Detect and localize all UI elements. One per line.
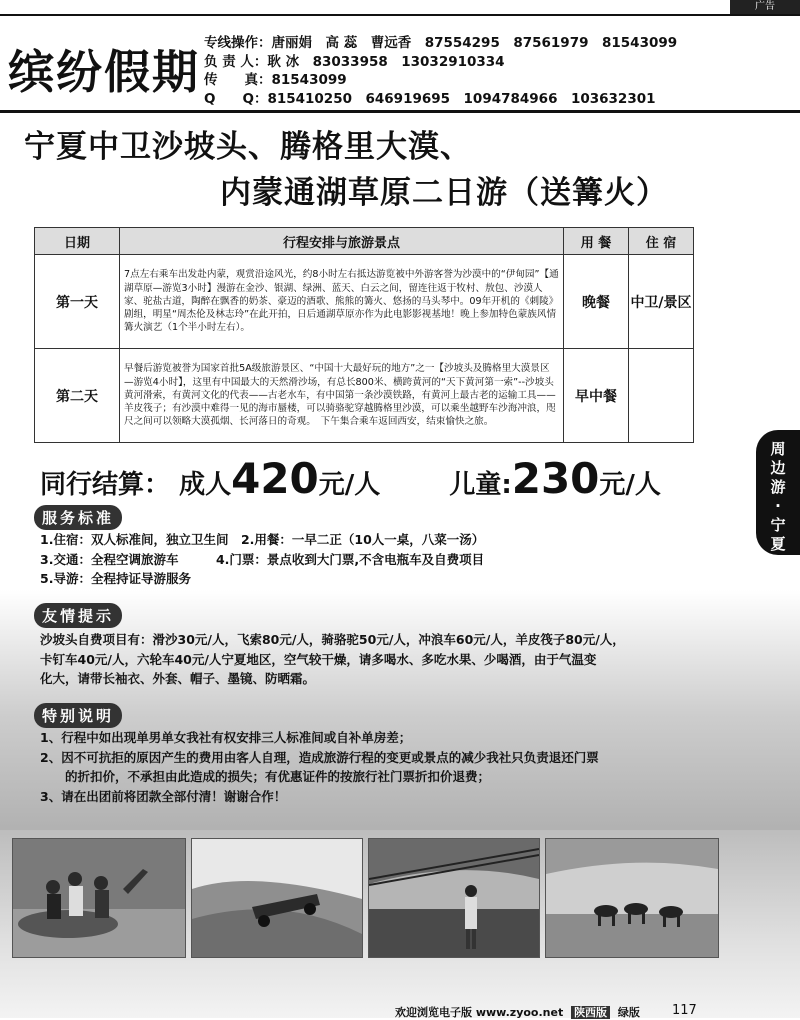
notes-line: 1、行程中如出现单男单女我社有权安排三人标准间或自补单房差；: [40, 730, 412, 745]
side-tab-char: 周: [770, 440, 786, 458]
special-notes-text: [40, 728, 599, 806]
service-line: 3.交通：全程空调旅游车 4.门票：景点收到大门票,不含电瓶车及自费项目: [40, 551, 485, 567]
edition-badge: 陕西版: [571, 1006, 610, 1019]
friendly-tips-header: 友情提示: [34, 603, 122, 628]
top-rule: [0, 14, 800, 16]
notes-line: 2、因不可抗拒的原因产生的费用由客人自理，造成旅游行程的变更或景点的减少我社只负责退还门票: [40, 749, 599, 765]
friendly-tips-text: [40, 630, 625, 689]
contact-block: [204, 34, 677, 108]
header-rule: [0, 110, 800, 113]
tips-line: 化大，请带长袖衣、外套、帽子、墨镜、防晒霜。: [40, 671, 316, 686]
special-notes-header: 特别说明: [34, 703, 122, 728]
table-header-row: [35, 228, 694, 255]
contact-line-qq: Q Q：815410250 646919695 1094784966 103632301: [204, 90, 656, 107]
footer-website: 欢迎浏览电子版 www.zyoo.net: [395, 1006, 564, 1019]
child-price: 230: [511, 454, 600, 503]
ad-label: 广告: [730, 0, 800, 14]
table-row: [35, 349, 694, 443]
edition-label: 绿版: [617, 1006, 640, 1019]
page-number: 117: [672, 1003, 697, 1018]
price-label: 同行结算：: [40, 470, 171, 500]
adult-unit: 元/人: [318, 470, 381, 500]
price-line: [40, 454, 661, 503]
notes-line: 3、请在出团前将团款全部付清！谢谢合作！: [40, 788, 287, 804]
description-cell: 7点左右乘车出发赴内蒙，观赏沿途风光，约8小时左右抵达游览被中外游客誉为沙漠中的“伊甸园”【通湖草原—游览3小时】漫游在金沙、银湖、绿洲、蓝天、白云之间，留连往返于牧村、敖包、沙漠人家、驼盐古道，陶醉在飘香的奶茶、豪迈的酒歌、熊熊的篝火、悠扬的马头琴中。09年开机的《刺陵》剧组，明星“周杰伦及林志玲”在此开拍，日后通湖草原亦作为此电影影视基地！晚上参加特色蒙族风情篝火演艺（1个半小时左右）。: [120, 255, 564, 349]
day-cell: 第一天: [35, 255, 120, 349]
description-cell: 早餐后游览被誉为国家首批5A级旅游景区、“中国十大最好玩的地方”之一【沙坡头及腾格里大漠景区—游览4小时】，这里有中国最大的天然滑沙场，有总长800米、横跨黄河的“天下黄河第一索”--沙坡头黄河滑索，有黄河文化的代表——古老水车，有中国第一条沙漠铁路，有黄河上最古老的运输工具——羊皮筏子；有沙漠中难得一见的海市蜃楼，可以骑骆驼穿越腾格里沙漠，可以乘坐越野车沙海冲浪，咫尺之间可以领略大漠孤烟、长河落日的奇观。 下午集合乘车返回西安，结束愉快之旅。: [120, 349, 564, 443]
day-cell: 第二天: [35, 349, 120, 443]
adult-label: 成人: [179, 470, 232, 500]
service-line: 1.住宿：双人标准间，独立卫生间 2.用餐：一早二正（10人一桌，八菜一汤）: [40, 532, 485, 547]
photo-sand-surfing: [12, 838, 186, 958]
side-tab-region: [756, 430, 800, 555]
child-label: 儿童:: [449, 470, 512, 500]
service-standard-text: [40, 530, 484, 589]
lodging-cell: 中卫/景区: [629, 255, 694, 349]
header-date: 日期: [35, 228, 120, 255]
table-row: [35, 255, 694, 349]
tips-line: 沙坡头自费项目有：滑沙30元/人，飞索80元/人，骑骆驼50元/人，冲浪车60元/人，羊皮筏子80元/人，: [40, 632, 625, 647]
contact-line-fax: 传 真：81543099: [204, 72, 347, 88]
header-meal: 用 餐: [564, 228, 629, 255]
photo-zipline: [368, 838, 540, 958]
side-tab-char: 游: [770, 478, 786, 496]
adult-price: 420: [231, 454, 319, 503]
side-tab-char: ·: [775, 497, 781, 515]
contact-line-operators: 专线操作：唐丽娟 高 蕊 曹远香 87554295 87561979 81543099: [204, 35, 678, 51]
header-lodging: 住 宿: [629, 228, 694, 255]
tips-line: 卡钉车40元/人，六轮车40元/人宁夏地区，空气较干燥，请多喝水、多吃水果、少喝酒，由于气温变: [40, 651, 597, 667]
header-schedule: 行程安排与旅游景点: [120, 228, 564, 255]
notes-line: 的折扣价，不承担由此造成的损失；有优惠证件的按旅行社门票折扣价退费；: [40, 769, 491, 784]
side-tab-char: 夏: [770, 535, 786, 553]
service-standard-header: 服务标准: [34, 505, 122, 530]
brand-logo: 缤纷假期: [8, 45, 200, 99]
meal-cell: 早中餐: [564, 349, 629, 443]
photo-desert-vehicle: [191, 838, 363, 958]
child-unit: 元/人: [599, 470, 661, 500]
page-title-line1: 宁夏中卫沙坡头、腾格里大漠、: [24, 129, 472, 165]
service-line: 5.导游：全程持证导游服务: [40, 571, 191, 586]
meal-cell: 晚餐: [564, 255, 629, 349]
contact-line-manager: 负 责 人：耿 冰 83033958 13032910334: [204, 53, 505, 70]
side-tab-char: 边: [770, 459, 786, 477]
side-tab-char: 宁: [770, 516, 786, 534]
page-title-line2: 内蒙通湖草原二日游（送篝火）: [220, 175, 668, 211]
lodging-cell: [629, 349, 694, 443]
itinerary-table: [34, 227, 694, 443]
photo-camel-riding: [545, 838, 719, 958]
